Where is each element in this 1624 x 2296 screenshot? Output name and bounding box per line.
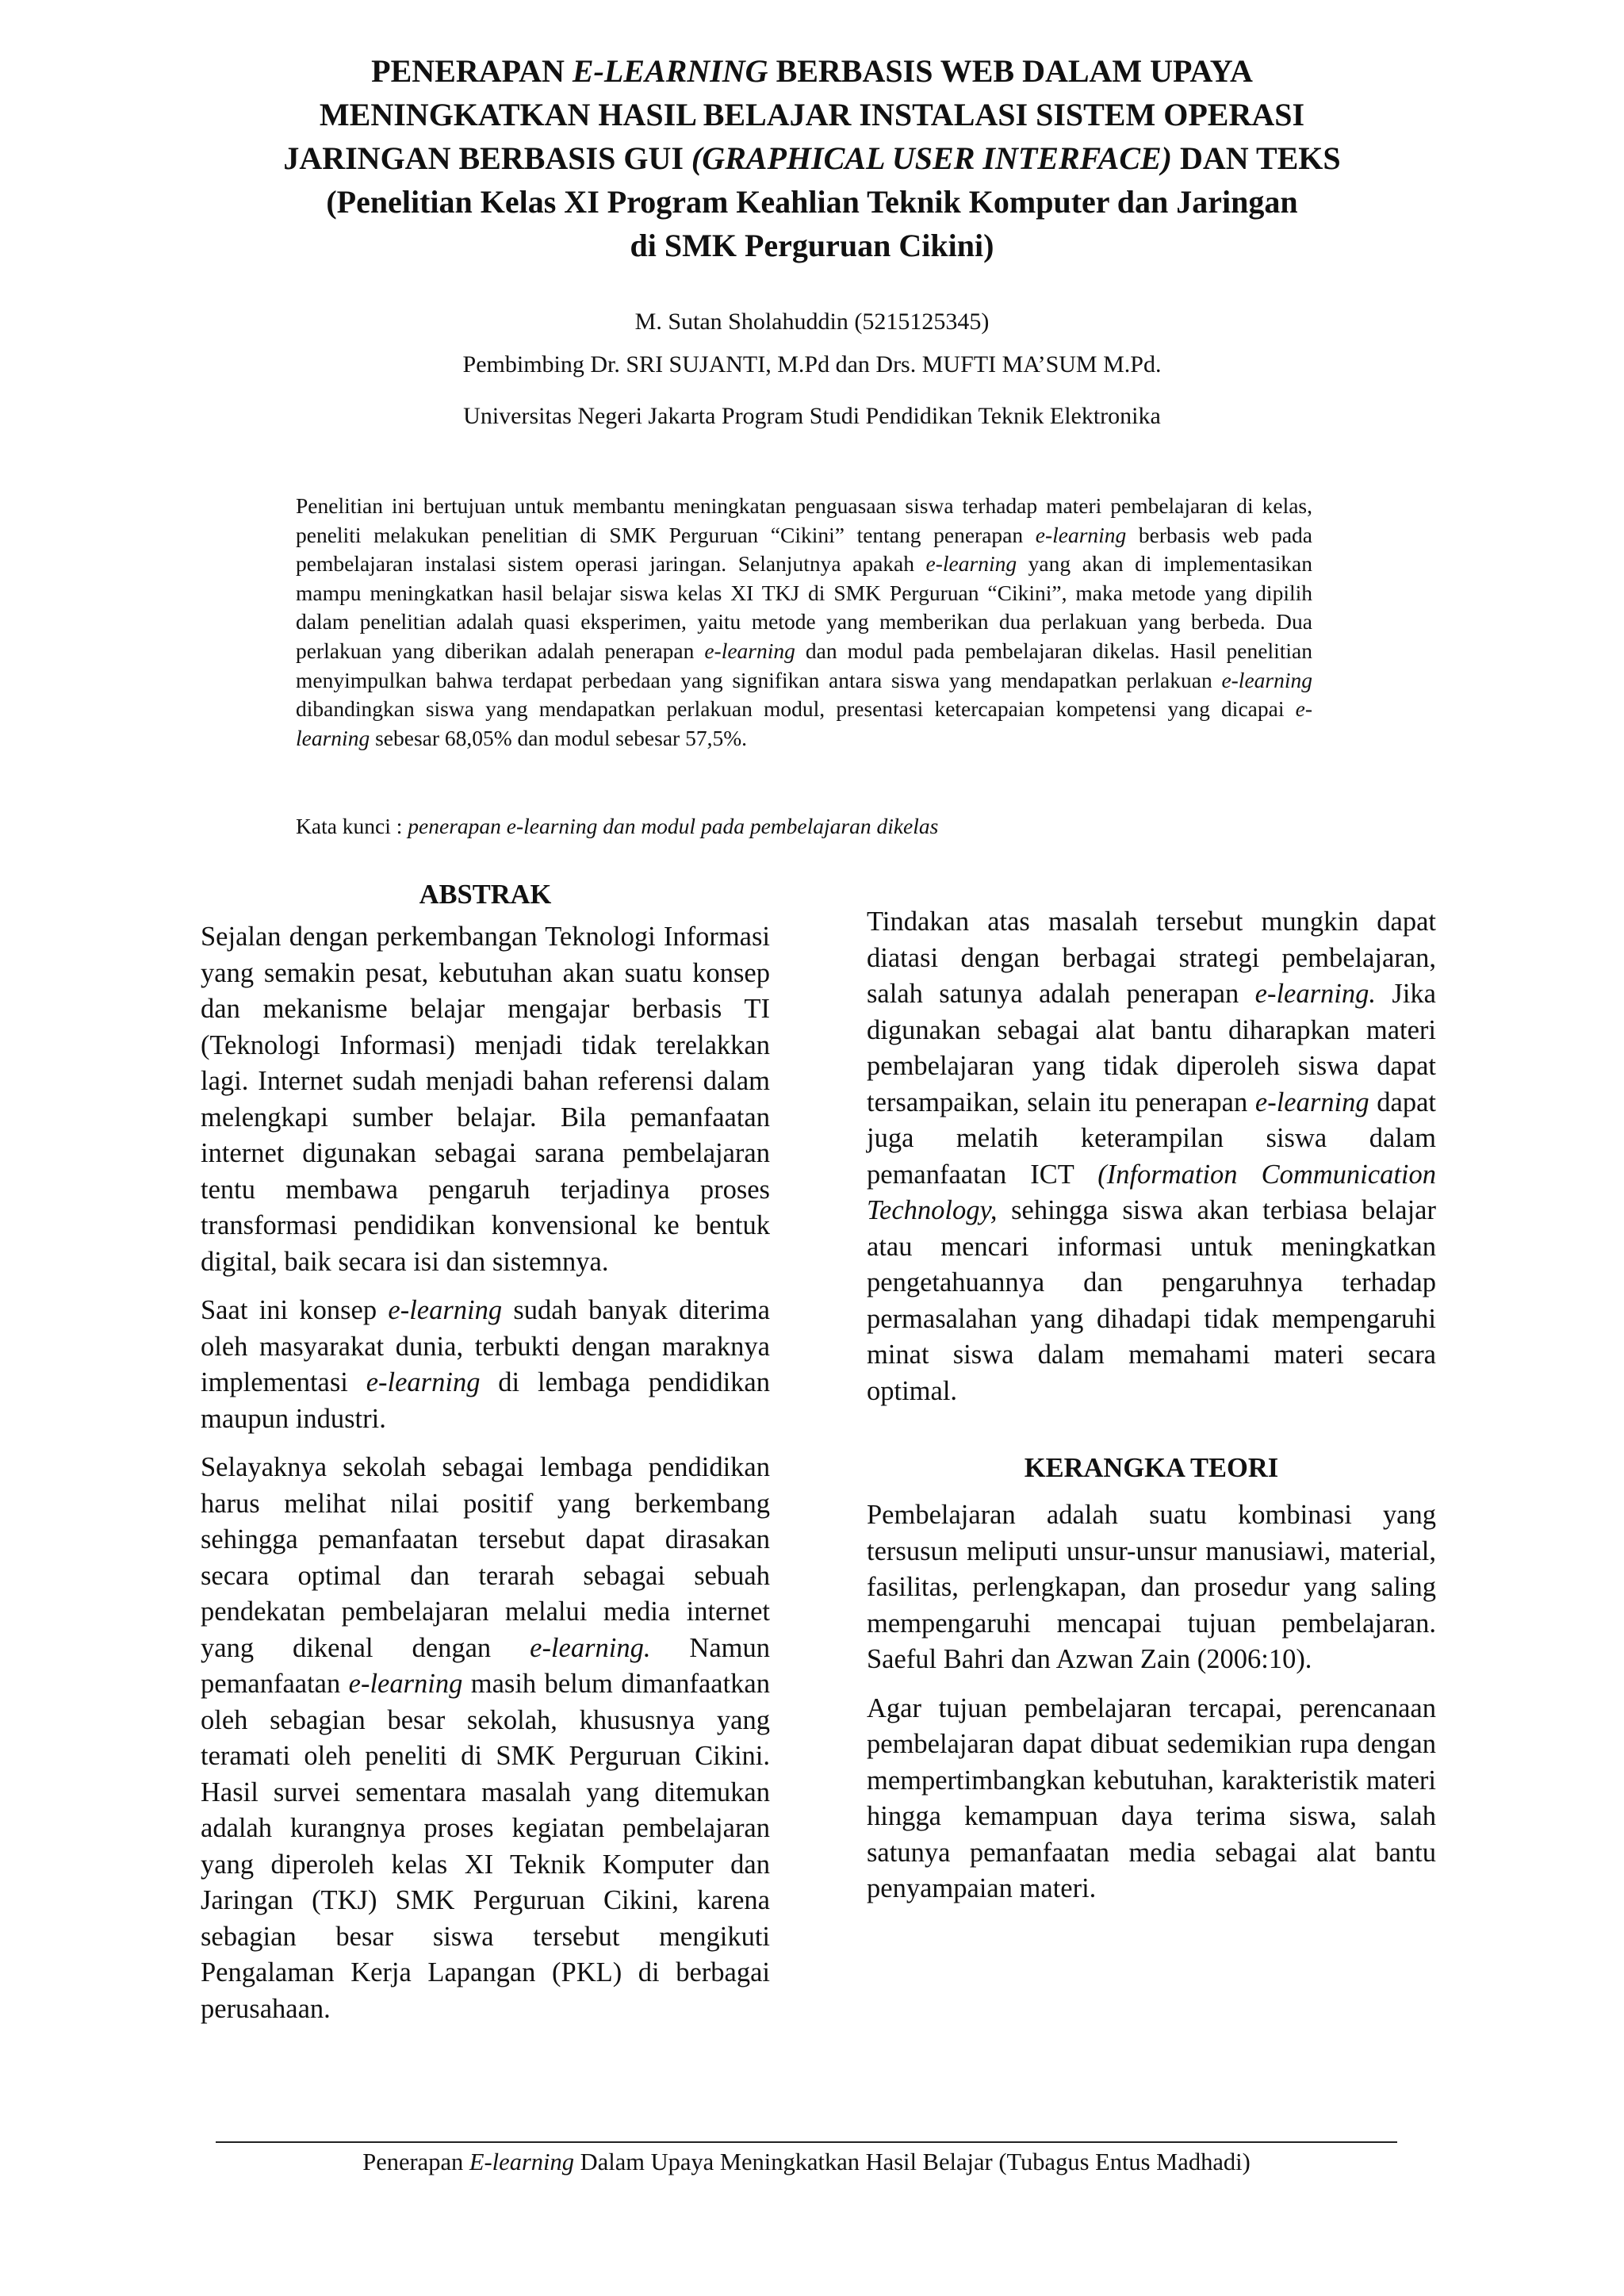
keywords <box>296 812 1312 841</box>
section-heading-abstrak: ABSTRAK <box>419 880 552 910</box>
supervisor-line: Pembimbing Dr. SRI SUJANTI, M.Pd dan Drs. MUFTI MA’SUM M.Pd. <box>462 351 1162 378</box>
paper-title <box>198 49 1426 267</box>
right-paragraph-2: Pembelajaran adalah suatu kombinasi yang tersusun meliputi unsur-unsur manusiawi, material, fasilitas, perlengkapan, dan prosedur yang saling mempengaruhi mencapai tujuan pembelajaran. Saeful Bahri dan Azwan Zain (2006:10). <box>867 1500 1436 1674</box>
title-line-1: PENERAPAN E-LEARNING BERBASIS WEB DALAM UPAYA <box>371 53 1253 89</box>
title-line-2: MENINGKATKAN HASIL BELAJAR INSTALASI SISTEM OPERASI <box>319 97 1305 132</box>
section-heading-kerangka-teori: KERANGKA TEORI <box>1024 1453 1279 1483</box>
left-paragraph-1: Sejalan dengan perkembangan Teknologi Informasi yang semakin pesat, kebutuhan akan suatu konsep dan mekanisme belajar mengajar berbasis TI (Teknologi Informasi) menjadi tidak terelakkan lagi. Internet sudah menjadi bahan referensi dalam melengkapi sumber belajar. Bila pemanfaatan internet digunakan sebagai sarana pembelajaran tentu membawa pengaruh terjadinya proses transformasi pendidikan konvensional ke bentuk digital, baik secara isi dan sistemnya. <box>201 922 770 1277</box>
keywords-value: penerapan e-learning dan modul pada pembelajaran dikelas <box>408 814 939 838</box>
author-line: M. Sutan Sholahuddin (5215125345) <box>634 309 990 335</box>
left-column <box>201 877 770 2027</box>
title-line-3: JARINGAN BERBASIS GUI (GRAPHICAL USER INTERFACE) DAN TEKS <box>283 140 1341 176</box>
right-column <box>867 904 1436 1907</box>
keywords-label: Kata kunci : <box>296 814 408 838</box>
page-footer: Penerapan E-learning Dalam Upaya Meningkatkan Hasil Belajar (Tubagus Entus Madhadi) <box>362 2148 1251 2175</box>
right-paragraph-3: Agar tujuan pembelajaran tercapai, perencanaan pembelajaran dapat dibuat sedemikian rupa dengan mempertimbangkan kebutuhan, karakteristik materi hingga kemampuan daya terima siswa, salah satunya pemanfaatan media sebagai alat bantu penyampaian materi. <box>867 1692 1436 1903</box>
right-paragraph-1: Tindakan atas masalah tersebut mungkin dapat diatasi dengan berbagai strategi pembelajaran, salah satunya adalah penerapan e-learning. Jika digunakan sebagai alat bantu diharapkan materi pembelajaran yang tidak diperoleh siswa dapat tersampaikan, selain itu penerapan e-learning dapat juga melatih keterampilan siswa dalam pemanfaatan ICT (Information Communication Technology, sehingga siswa akan terbiasa belajar atau mencari informasi untuk meningkatkan pengetahuannya dan pengaruhnya terhadap permasalahan yang dihadapi tidak mempengaruhi minat siswa dalam memahami materi secara optimal. <box>867 907 1436 1406</box>
left-paragraph-2: Saat ini konsep e-learning sudah banyak diterima oleh masyarakat dunia, terbukti dengan maraknya implementasi e-learning di lembaga pendidikan maupun industri. <box>201 1295 770 1434</box>
abstract-summary: Penelitian ini bertujuan untuk membantu meningkatan penguasaan siswa terhadap materi pembelajaran di kelas, peneliti melakukan penelitian di SMK Perguruan “Cikini” tentang penerapan e-learning berbasis web pada pembelajaran instalasi sistem operasi jaringan. Selanjutnya apakah e-learning yang akan di implementasikan mampu meningkatkan hasil belajar siswa kelas XI TKJ di SMK Perguruan “Cikini”, maka metode yang dipilih dalam penelitian adalah quasi eksperimen, yaitu metode yang memberikan dua perlakuan yang berbeda. Dua perlakuan yang diberikan adalah penerapan e-learning dan modul pada pembelajaran dikelas. Hasil penelitian menyimpulkan bahwa terdapat perbedaan yang signifikan antara siswa yang mendapatkan perlakuan e-learning dibandingkan siswa yang mendapatkan perlakuan modul, presentasi ketercapaian kompetensi yang dicapai e-learning sebesar 68,05% dan modul sebesar 57,5%. <box>296 493 1313 750</box>
affiliation-line: Universitas Negeri Jakarta Program Studi Pendidikan Teknik Elektronika <box>463 403 1161 429</box>
title-line-5: di SMK Perguruan Cikini) <box>630 228 994 263</box>
title-line-4: (Penelitian Kelas XI Program Keahlian Teknik Komputer dan Jaringan <box>326 184 1298 220</box>
footer-divider <box>216 2141 1397 2143</box>
left-paragraph-3: Selayaknya sekolah sebagai lembaga pendidikan harus melihat nilai positif yang berkembang sehingga pemanfaatan tersebut dapat dirasakan secara optimal dan terarah sebagai sebuah pendekatan pembelajaran melalui media internet yang dikenal dengan e-learning. Namun pemanfaatan e-learning masih belum dimanfaatkan oleh sebagian besar sekolah, khususnya yang teramati oleh peneliti di SMK Perguruan Cikini. Hasil survei sementara masalah yang ditemukan adalah kurangnya proses kegiatan pembelajaran yang diperoleh kelas XI Teknik Komputer dan Jaringan (TKJ) SMK Perguruan Cikini, karena sebagian besar siswa tersebut mengikuti Pengalaman Kerja Lapangan (PKL) di berbagai perusahaan. <box>201 1452 770 2024</box>
